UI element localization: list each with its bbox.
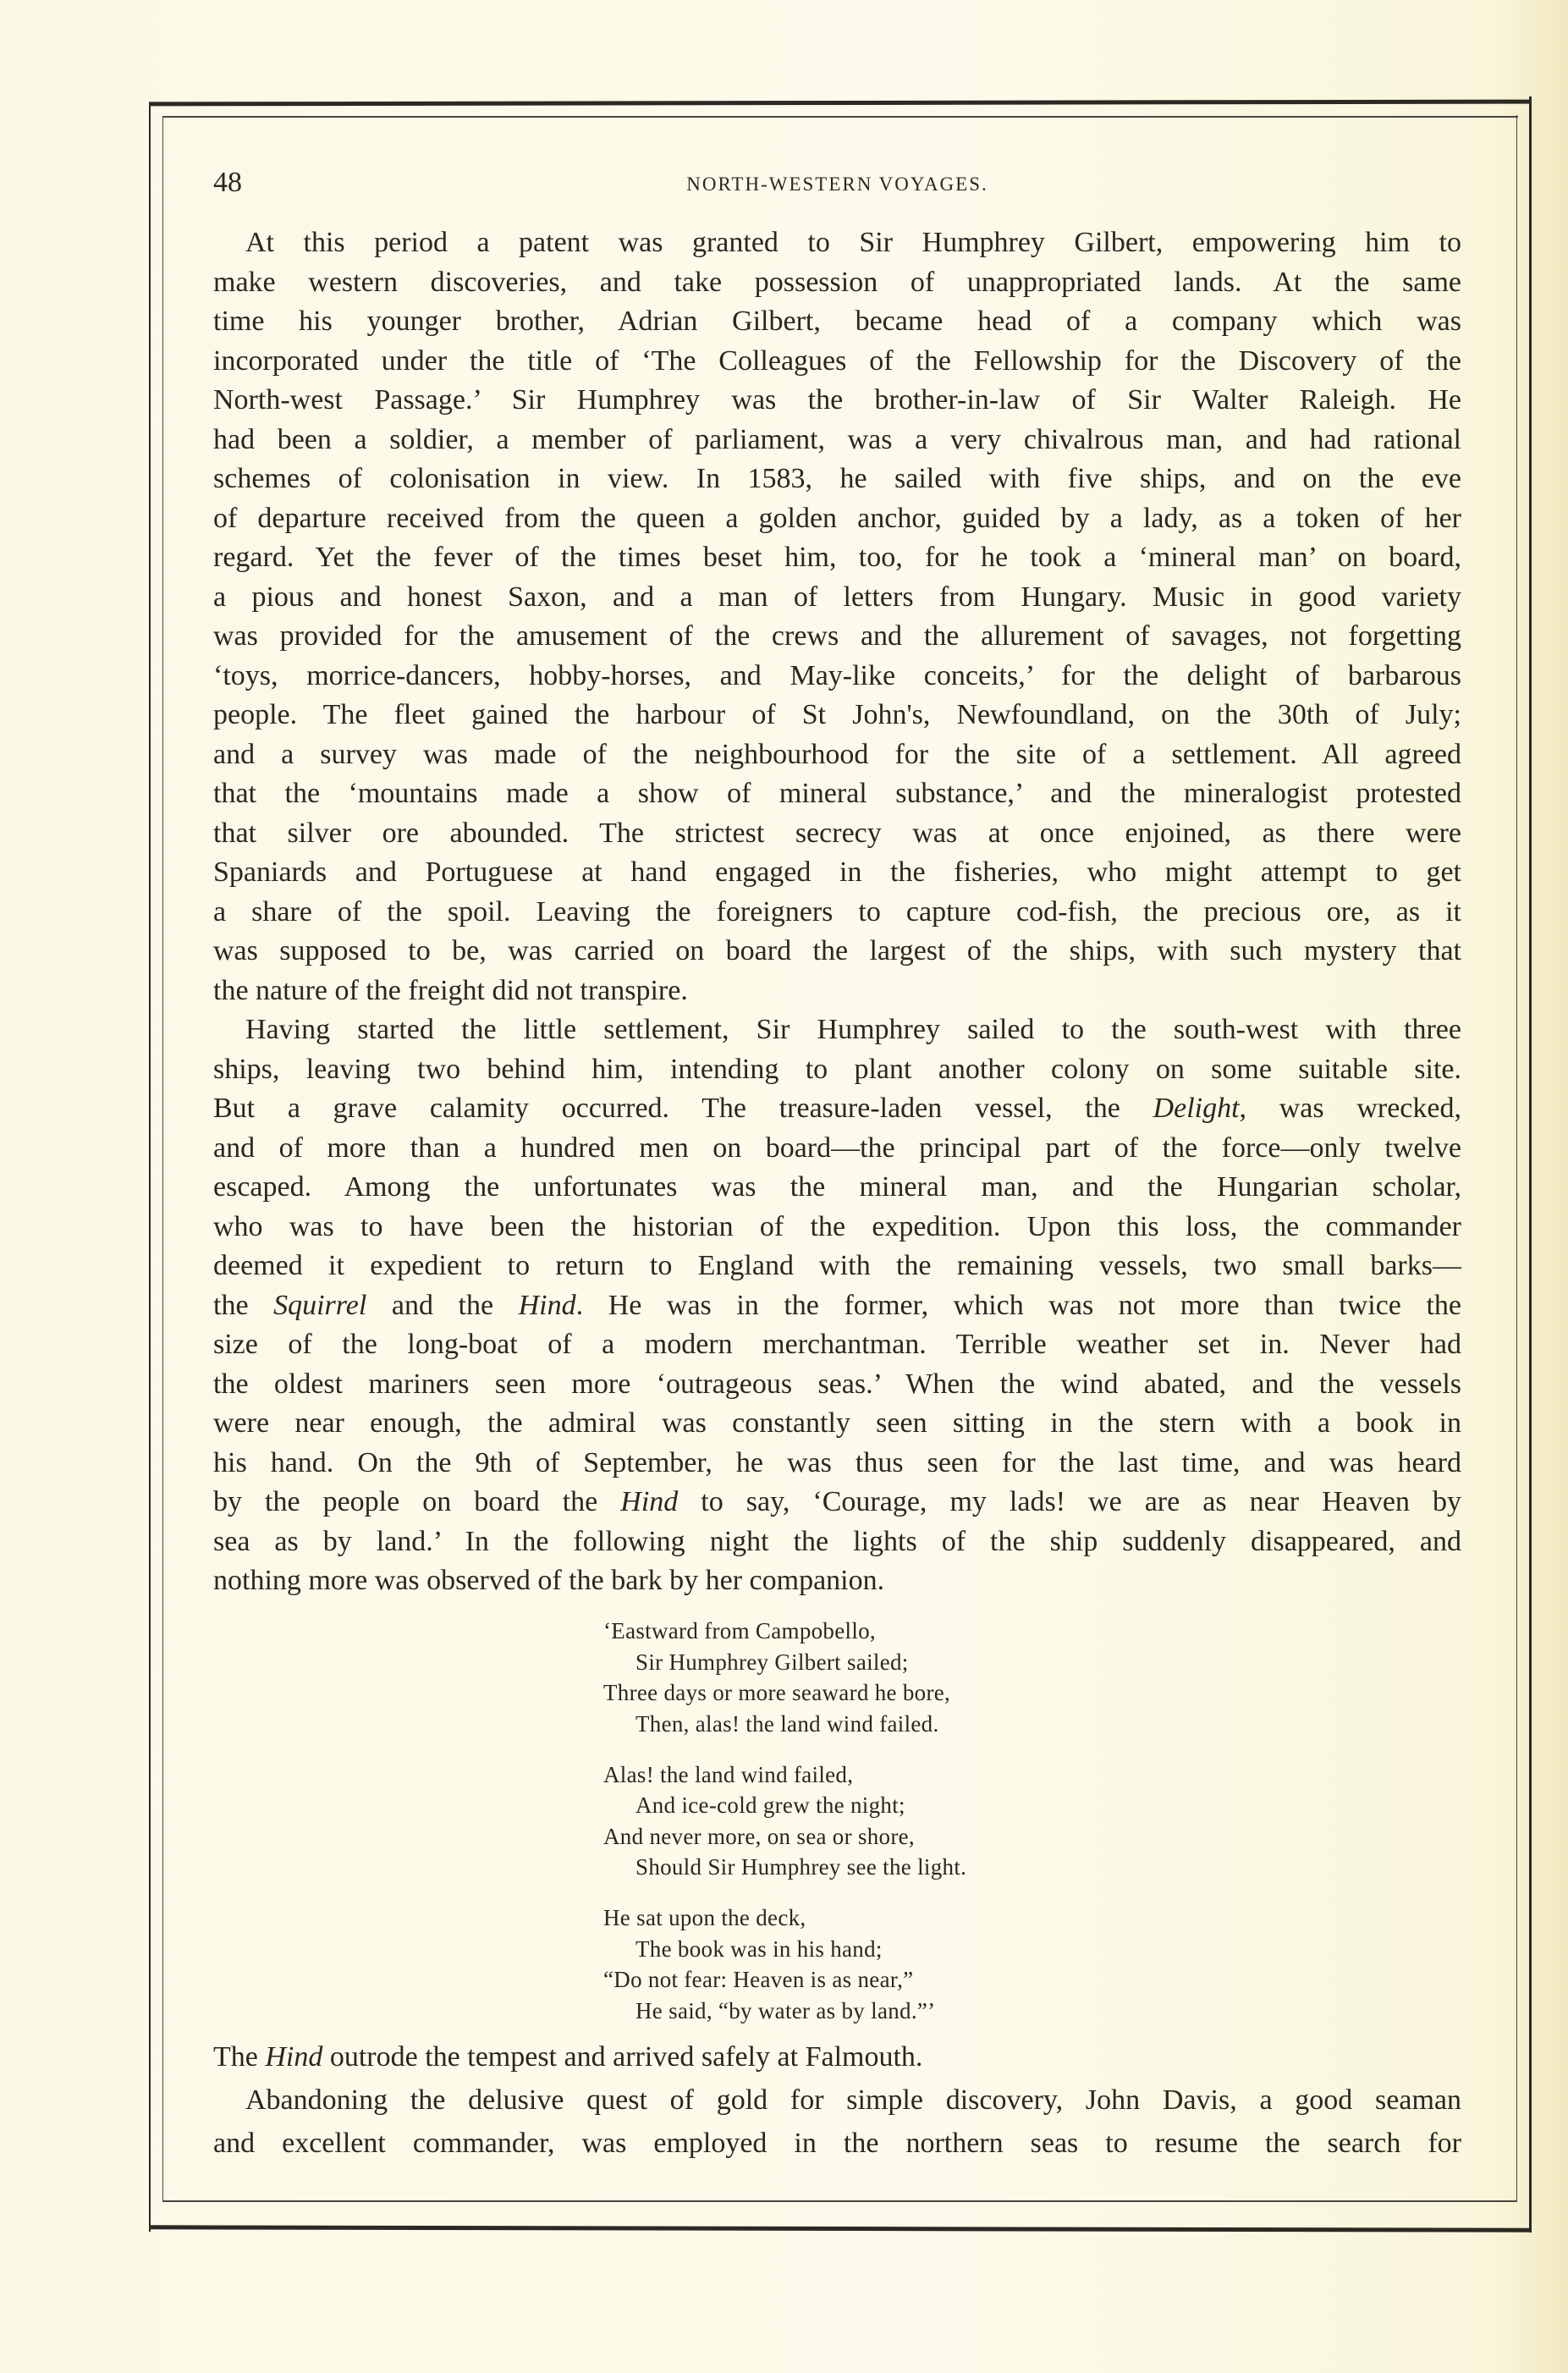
text-line: [213, 893, 1461, 933]
poem-line: And never more, on sea or shore,: [603, 1823, 915, 1849]
main-text: [213, 223, 1461, 1601]
text-segment: regard. Yet the fever of the times beset him, too, for he took a ‘mineral man’ on board,: [213, 542, 1461, 573]
text-segment: the nature of the freight did not transpire.: [213, 974, 688, 1006]
text-segment: schemes of colonisation in view. In 1583, he sailed with five ships, and on the eve: [213, 463, 1461, 494]
text-segment: and excellent commander, was employed in the northern seas to resume the search for: [213, 2128, 1461, 2159]
text-line: [213, 932, 1461, 972]
poem-line: Should Sir Humphrey see the light.: [635, 1854, 967, 1880]
poem-line: Alas! the land wind failed,: [603, 1761, 854, 1787]
paragraph: [213, 223, 1461, 1010]
frame-inner-bottom-rule: [162, 2200, 1517, 2202]
italic-ship-name: Hind: [265, 2041, 323, 2073]
text-line: [213, 302, 1461, 342]
text-line: [213, 972, 1461, 1011]
text-line: [213, 1089, 1461, 1129]
poem-line: He sat upon the deck,: [603, 1905, 806, 1930]
text-segment: size of the long-boat of a modern merchantman. Terrible weather set in. Never had: [213, 1329, 1461, 1360]
text-segment: was provided for the amusement of the crews and the allurement of savages, not forgetting: [213, 620, 1461, 652]
text-line: [213, 853, 1461, 893]
poem-line: Sir Humphrey Gilbert sailed;: [635, 1649, 909, 1675]
text-line: [213, 538, 1461, 578]
text-segment: and a survey was made of the neighbourhood for the site of a settlement. All agreed: [213, 738, 1461, 770]
text-segment: who was to have been the historian of the expedition. Upon this loss, the commander: [213, 1210, 1461, 1242]
text-line: [213, 1247, 1461, 1286]
text-line: [213, 578, 1461, 618]
text-segment: At this period a patent was granted to Sir Humphrey Gilbert, empowering him to: [245, 227, 1461, 258]
text-segment: a share of the spoil. Leaving the foreigners to capture cod-fish, the precious ore, as it: [213, 895, 1461, 928]
frame-outer-right-rule: [1529, 96, 1532, 2233]
closing-text: [213, 2035, 1461, 2165]
text-segment: a pious and honest Saxon, and a man of letters from Hungary. Music in good variety: [213, 581, 1461, 613]
poem-stanza: [603, 1616, 966, 1739]
text-line: [213, 342, 1461, 382]
text-line: [213, 1404, 1461, 1444]
frame-outer-left-rule: [149, 102, 151, 2232]
text-segment: had been a soldier, a member of parliament, was a very chivalrous man, and had rational: [213, 423, 1461, 455]
text-line: [213, 774, 1461, 814]
page-number: 48: [213, 167, 242, 198]
text-segment: North-west Passage.’ Sir Humphrey was the brother-in-law of Sir Walter Raleigh. He: [213, 384, 1461, 416]
italic-ship-name: Hind: [518, 1289, 576, 1321]
text-line: [213, 1010, 1461, 1050]
poem-line: Three days or more seaward he bore,: [603, 1680, 951, 1705]
text-segment: Abandoning the delusive quest of gold for simple discovery, John Davis, a good seaman: [245, 2084, 1461, 2116]
frame-outer-bottom-rule: [149, 2225, 1532, 2232]
text-line: [213, 1168, 1461, 1208]
text-segment: by the people on board the: [213, 1486, 621, 1517]
poem-stanza: [603, 1759, 966, 1883]
text-line: [213, 381, 1461, 421]
text-segment: and of more than a hundred men on board—the principal part of the force—only twelve: [213, 1131, 1461, 1164]
text-line: [213, 263, 1461, 303]
text-line: [213, 735, 1461, 775]
text-line: [213, 2035, 1461, 2078]
paragraph: [213, 1010, 1461, 1601]
text-segment: . He was in the former, which was not more than twice the: [575, 1289, 1461, 1321]
frame-inner-left-rule: [162, 117, 163, 2201]
paragraph: [213, 2035, 1461, 2078]
text-segment: make western discoveries, and take possession of unappropriated lands. At the same: [213, 266, 1461, 298]
text-segment: sea as by land.’ In the following night the lights of the ship suddenly disappeared, and: [213, 1525, 1461, 1557]
text-segment: people. The fleet gained the harbour of St John's, Newfoundland, on the 30th of July;: [213, 699, 1461, 730]
text-segment: of departure received from the queen a golden anchor, guided by a lady, as a token of her: [213, 502, 1461, 534]
poem-line: He said, “by water as by land.”’: [635, 1997, 936, 2023]
poem-stanza: [603, 1902, 966, 2026]
text-segment: escaped. Among the unfortunates was the mineral man, and the Hungarian scholar,: [213, 1171, 1461, 1203]
text-segment: were near enough, the admiral was constantly seen sitting in the stern with a book in: [213, 1407, 1461, 1439]
text-line: [213, 617, 1461, 657]
poem-line: “Do not fear: Heaven is as near,”: [603, 1967, 914, 1992]
frame-inner-top-rule: [162, 116, 1518, 118]
text-segment: was supposed to be, was carried on board the largest of the ships, with such mystery that: [213, 935, 1461, 966]
italic-ship-name: Squirrel: [273, 1289, 367, 1321]
text-line: [213, 696, 1461, 735]
text-segment: ships, leaving two behind him, intending to plant another colony on some suitable site.: [213, 1053, 1461, 1085]
text-segment: and the: [366, 1289, 519, 1321]
text-line: [213, 460, 1461, 499]
italic-ship-name: Delight: [1153, 1093, 1240, 1124]
poem-line: Then, alas! the land wind failed.: [635, 1710, 939, 1737]
text-segment: that silver ore abounded. The strictest secrecy was at once enjoined, as there were: [213, 817, 1461, 849]
text-segment: Having started the little settlement, Sir Humphrey sailed to the south-west with three: [245, 1014, 1461, 1045]
text-line: [213, 1050, 1461, 1090]
page-header: [213, 166, 1461, 200]
poem-line: ‘Eastward from Campobello,: [603, 1618, 876, 1643]
paragraph: [213, 2078, 1461, 2165]
text-segment: Spaniards and Portuguese at hand engaged in the fisheries, who might attempt to get: [213, 856, 1461, 888]
running-title: NORTH-WESTERN VOYAGES.: [686, 173, 988, 195]
text-segment: incorporated under the title of ‘The Colleagues of the Fellowship for the Discovery of the: [213, 344, 1461, 377]
text-line: [213, 223, 1461, 263]
text-line: [213, 1444, 1461, 1484]
text-line: [213, 1522, 1461, 1562]
text-line: [213, 1561, 1461, 1601]
text-line: [213, 657, 1461, 696]
text-segment: nothing more was observed of the bark by her companion.: [213, 1565, 885, 1596]
text-line: [213, 814, 1461, 854]
poem-line: The book was in his hand;: [635, 1935, 883, 1962]
text-segment: But a grave calamity occurred. The treasure-laden vessel, the: [213, 1093, 1153, 1124]
text-segment: ‘toys, morrice-dancers, hobby-horses, and May-like conceits,’ for the delight of barbarous: [213, 659, 1461, 691]
text-segment: time his younger brother, Adrian Gilbert, became head of a company which was: [213, 306, 1461, 337]
text-line: [213, 2122, 1461, 2165]
text-line: [213, 1325, 1461, 1365]
poem-line: And ice-cold grew the night;: [635, 1792, 905, 1818]
text-segment: to say, ‘Courage, my lads! we are as near Heaven by: [678, 1486, 1461, 1517]
text-line: [213, 499, 1461, 539]
text-line: [213, 1129, 1461, 1169]
text-segment: the: [213, 1289, 274, 1321]
text-segment: outrode the tempest and arrived safely at Falmouth.: [322, 2041, 923, 2073]
text-segment: deemed it expedient to return to England with the remaining vessels, two small barks—: [213, 1250, 1461, 1281]
italic-ship-name: Hind: [620, 1486, 679, 1517]
text-segment: that the ‘mountains made a show of mineral substance,’ and the mineralogist protested: [213, 778, 1461, 809]
text-line: [213, 1286, 1461, 1326]
text-line: [213, 1208, 1461, 1247]
text-line: [213, 2078, 1461, 2122]
frame-outer-top-rule: [149, 100, 1532, 107]
poem-quotation: [603, 1616, 966, 2046]
text-segment: , was wrecked,: [1239, 1093, 1461, 1124]
frame-inner-right-rule: [1516, 115, 1517, 2202]
text-line: [213, 1365, 1461, 1405]
text-segment: The: [213, 2041, 266, 2073]
text-line: [213, 1483, 1461, 1522]
text-segment: his hand. On the 9th of September, he was thus seen for the last time, and was heard: [213, 1446, 1461, 1478]
text-line: [213, 421, 1461, 460]
text-segment: the oldest mariners seen more ‘outrageous seas.’ When the wind abated, and the vessels: [213, 1368, 1461, 1400]
